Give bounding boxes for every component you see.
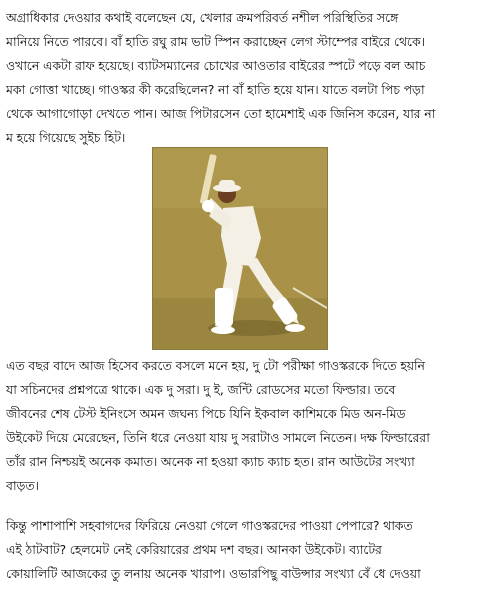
paragraph-line: তাঁর রান নিশ্চয়ই অনেক কমাত। অনেক না হওয়া ক্যাচ ক্যাচ হত। রান আউটের সংখ্যা: [6, 454, 415, 469]
paragraph-line: উইকেট দিয়ে মেরেছেন, তিনি ধরে নেওয়া যায় দু সরাটাও সামলে নিতেন। দক্ষ ফিল্ডারেরা: [6, 430, 430, 445]
paragraph-line: ম হয়ে গিয়েছে সুইচ হিট।: [6, 130, 126, 145]
batsman-photo-drawing: [153, 148, 327, 349]
article-paragraph-1: [6, 6, 476, 150]
paragraph-line: অগ্রাধিকার দেওয়ার কথাই বলেছেন যে, খেলার ক্রমপরিবর্ত নশীল পরিস্থিতির সঙ্গে: [6, 10, 399, 25]
paragraph-line: মানিয়ে নিতে পারবে। বাঁ হাতি রঘু রাম ভাট স্পিন করাচ্ছেন লেগ স্টাম্পের বাইরে থেকে।: [6, 34, 425, 49]
article-paragraph-2: [6, 354, 476, 498]
hat-crown: [219, 180, 235, 189]
paragraph-line: কিন্তু পাশাপাশি সহবাগদের ফিরিয়ে নেওয়া গেলে গাওস্করদের পাওয়া পেপারে? থাকত: [6, 518, 413, 533]
paragraph-line: যা সচিনদের প্রশ্নপত্রে থাকে। এক দু সরা। দু ই, জন্টি রোডসের মতো ফিল্ডার। তবে: [6, 382, 396, 397]
outfield: [153, 148, 327, 208]
paragraph-line: মকা গোত্তা খাচ্ছে। গাওস্কর কী করেছিলেন? না বাঁ হাতি হয়ে যান। যাতে বলটা পিচ পড়া: [6, 82, 425, 97]
front-pad: [215, 288, 233, 326]
paragraph-line: জীবনের শেষ টেস্ট ইনিংসে অমন জঘন্য পিচে যিনি ইকবাল কাশিমকে মিড অন-মিড: [6, 406, 406, 421]
paragraph-line: এই ঠাটবাট? হেলমেট নেই কেরিয়ারের প্রথম দশ বছর। আনকা উইকেট। ব্যাটের: [6, 542, 382, 557]
article-paragraph-3: [6, 514, 476, 586]
back-shoe: [285, 324, 305, 332]
front-shoe: [211, 326, 235, 334]
paragraph-line: কোয়ালিটি আজকের তু লনায় অনেক খারাপ। ওভারপিছু বাউন্সার সংখ্যা বেঁ ধে দেওয়া: [6, 566, 421, 581]
paragraph-line: এত বছর বাদে আজ হিসেব করতে বসলে মনে হয়, দু টো পরীক্ষা গাওস্করকে দিতে হয়নি: [6, 358, 425, 373]
batsman-photo: [152, 147, 328, 350]
paragraph-line: ওখানে একটা রাফ হয়েছে। ব্যাটসম্যানের চোখের আওতার বাইরের স্পটে পড়ে বল আচ: [6, 58, 426, 73]
batting-gloves: [202, 200, 214, 212]
paragraph-line: বাড়ত।: [6, 478, 39, 493]
paragraph-line: থেকে আগাগোড়া দেখতে পান। আজ পিটারসেন তো হামেশাই এক জিনিস করেন, যার না: [6, 106, 436, 121]
